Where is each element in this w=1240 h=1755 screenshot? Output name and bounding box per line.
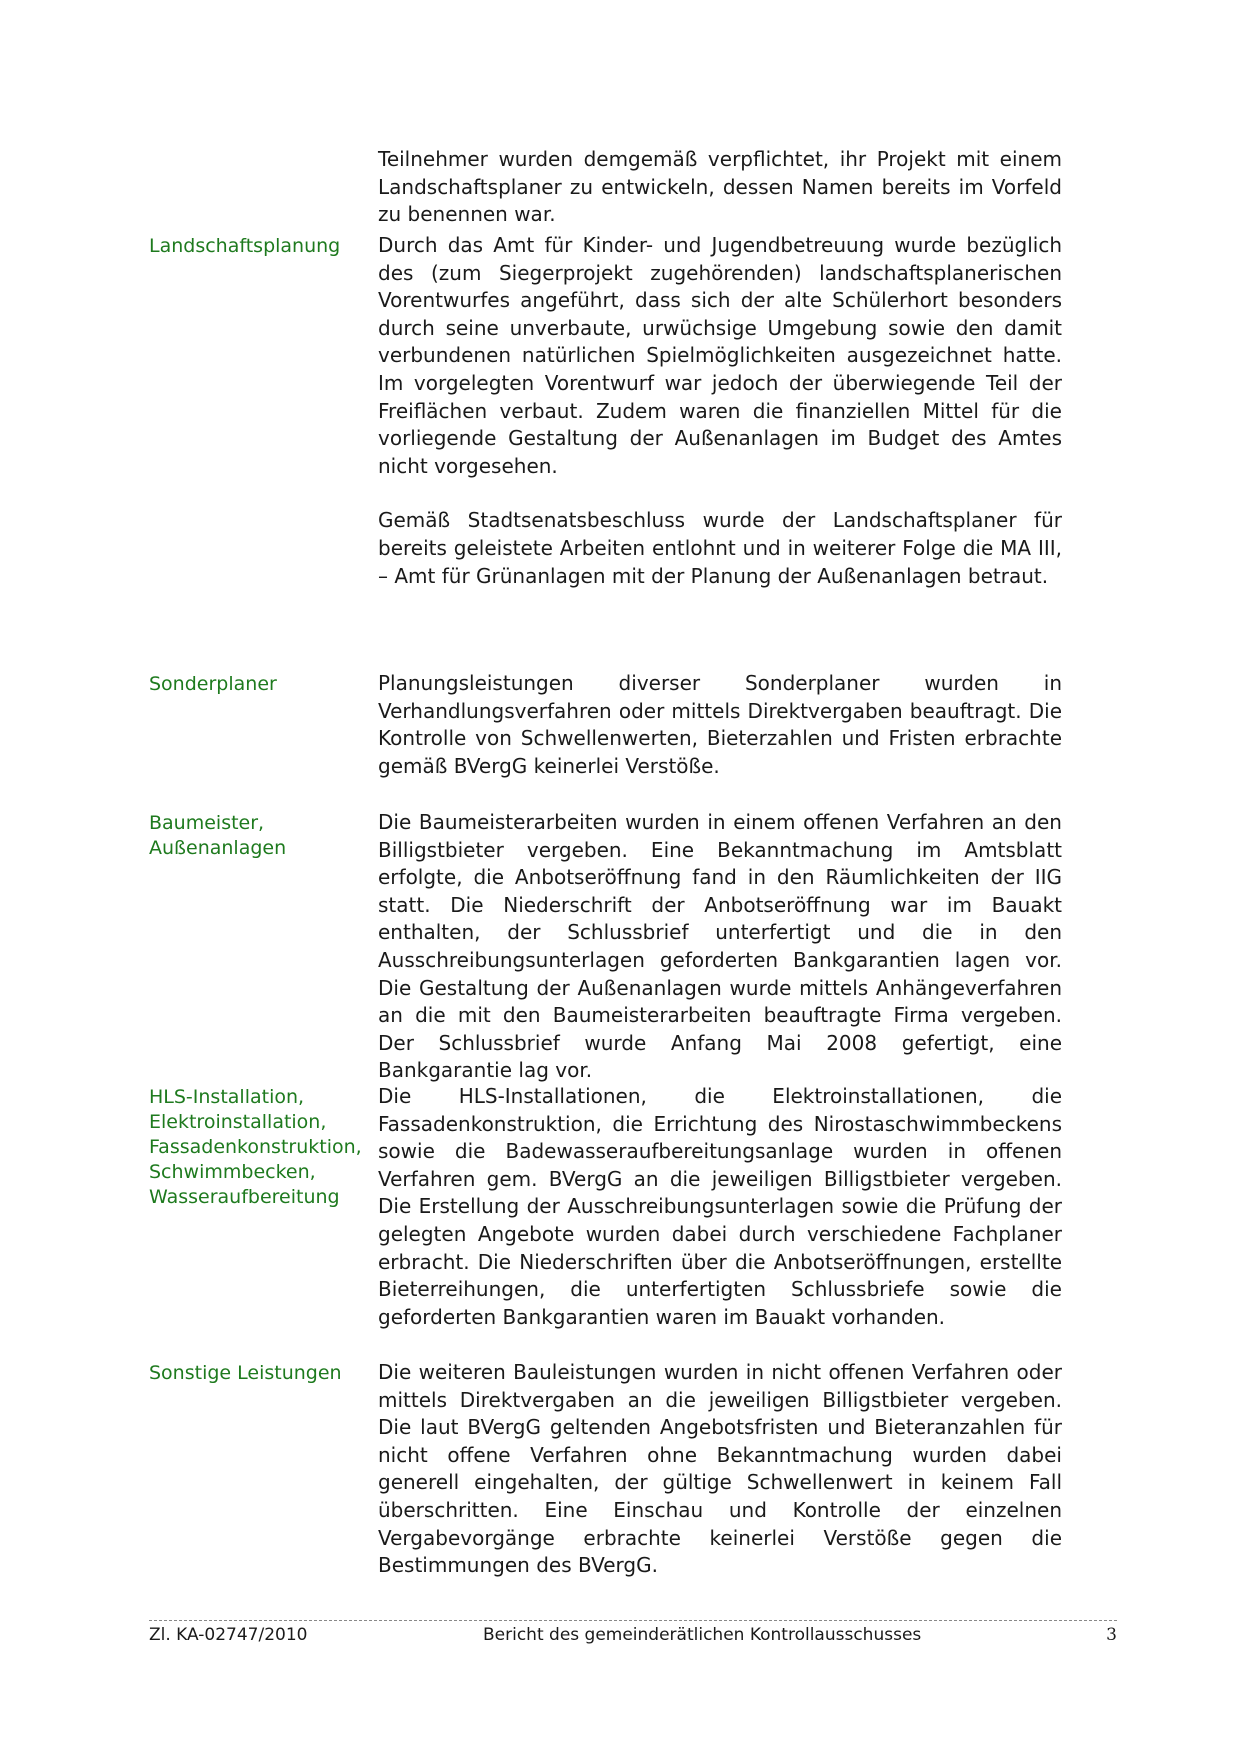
footer-title: Bericht des gemeinderätlichen Kontrollausschusses [483,1625,922,1645]
footer-divider [149,1620,1117,1621]
body-paragraph: Gemäß Stadtsenatsbeschluss wurde der Landschaftsplaner für bereits geleistete Arbeiten entlohnt und in weiterer Folge die MA III, – Amt für Grünanlagen mit der Planung der Außenanlagen betraut. [378,508,1062,588]
side-label: HLS-Installation, Elektroinstallation, Fassadenkonstruktion, Schwimmbecken, Wasseraufbereitung [149,1086,362,1208]
body-paragraph: Durch das Amt für Kinder- und Jugendbetreuung wurde bezüglich des (zum Siegerprojekt zugehörenden) landschaftsplanerischen Vorentwurfes angeführt, dass sich der alte Schülerhort besonders durch seine unverbaute, urwüchsige Umgebung sowie den damit verbundenen natürlichen Spielmöglichkeiten ausgezeichnet hatte. Im vorgelegten Vorentwurf war jedoch der überwiegende Teil der Freiflächen verbaut. Zudem waren die finanziellen Mittel für die vorliegende Gestaltung der Außenanlagen im Budget des Amtes nicht vorgesehen. [378,233,1062,478]
section-body [378,232,1062,590]
body-paragraph: Die weiteren Bauleistungen wurden in nicht offenen Verfahren oder mittels Direktvergaben an die jeweiligen Billigstbieter vergeben. Die laut BVergG geltenden Angebotsfristen und Bieteranzahlen für nicht offene Verfahren ohne Bekanntmachung wurden dabei generell eingehalten, der gültige Schwellenwert in keinem Fall überschritten. Eine Einschau und Kontrolle der einzelnen Vergabevorgänge erbrachte keinerlei Verstöße gegen die Bestimmungen des BVergG. [378,1360,1062,1578]
footer-reference: Zl. KA-02747/2010 [149,1625,308,1645]
section-body [378,1359,1062,1580]
side-label: Baumeister, Außenanlagen [149,812,287,859]
body-paragraph: Die HLS-Installationen, die Elektroinstallationen, die Fassadenkonstruktion, die Errichtung des Nirostaschwimmbeckens sowie die Badewasseraufbereitungsanlage wurden in offenen Verfahren gem. BVergG an die jeweiligen Billigstbieter vergeben. Die Erstellung der Ausschreibungsunterlagen sowie die Prüfung der gelegten Angebote wurden dabei durch verschiedene Fachplaner erbracht. Die Niederschriften über die Anbotseröffnungen, erstellte Bieterreihungen, die unterfertigten Schlussbriefe sowie die geforderten Bankgarantien waren im Bauakt vorhanden. [378,1084,1062,1329]
page-footer [149,1622,1117,1648]
page-number: 3 [1106,1625,1117,1645]
intro-paragraph: Teilnehmer wurden demgemäß verpflichtet, ihr Projekt mit einem Landschaftsplaner zu entwickeln, dessen Namen bereits im Vorfeld zu benennen war. [378,147,1062,227]
side-label: Sonderplaner [149,673,277,695]
side-label: Landschaftsplanung [149,235,341,257]
body-paragraph: Planungsleistungen diverser Sonderplaner wurden in Verhandlungsverfahren oder mittels Direktvergaben beauftragt. Die Kontrolle von Schwellenwerten, Bieterzahlen und Fristen erbrachte gemäß BVergG keinerlei Verstöße. [378,671,1062,778]
body-paragraph: Die Baumeisterarbeiten wurden in einem offenen Verfahren an den Billigstbieter vergeben. Eine Bekanntmachung im Amtsblatt erfolgte, die Anbotseröffnung fand in den Räumlichkeiten der IIG statt. Die Niederschrift der Anbotseröffnung war im Bauakt enthalten, der Schlussbrief unterfertigt und die in den Ausschreibungsunterlagen geforderten Bankgarantien lagen vor. Die Gestaltung der Außenanlagen wurde mittels Anhängeverfahren an die mit den Baumeisterarbeiten beauftragte Firma vergeben. Der Schlussbrief wurde Anfang Mai 2008 gefertigt, eine Bankgarantie lag vor. [378,810,1062,1083]
section-body [378,809,1062,1085]
section-body [378,1083,1062,1331]
section-body [378,670,1062,780]
side-label: Sonstige Leistungen [149,1362,342,1384]
